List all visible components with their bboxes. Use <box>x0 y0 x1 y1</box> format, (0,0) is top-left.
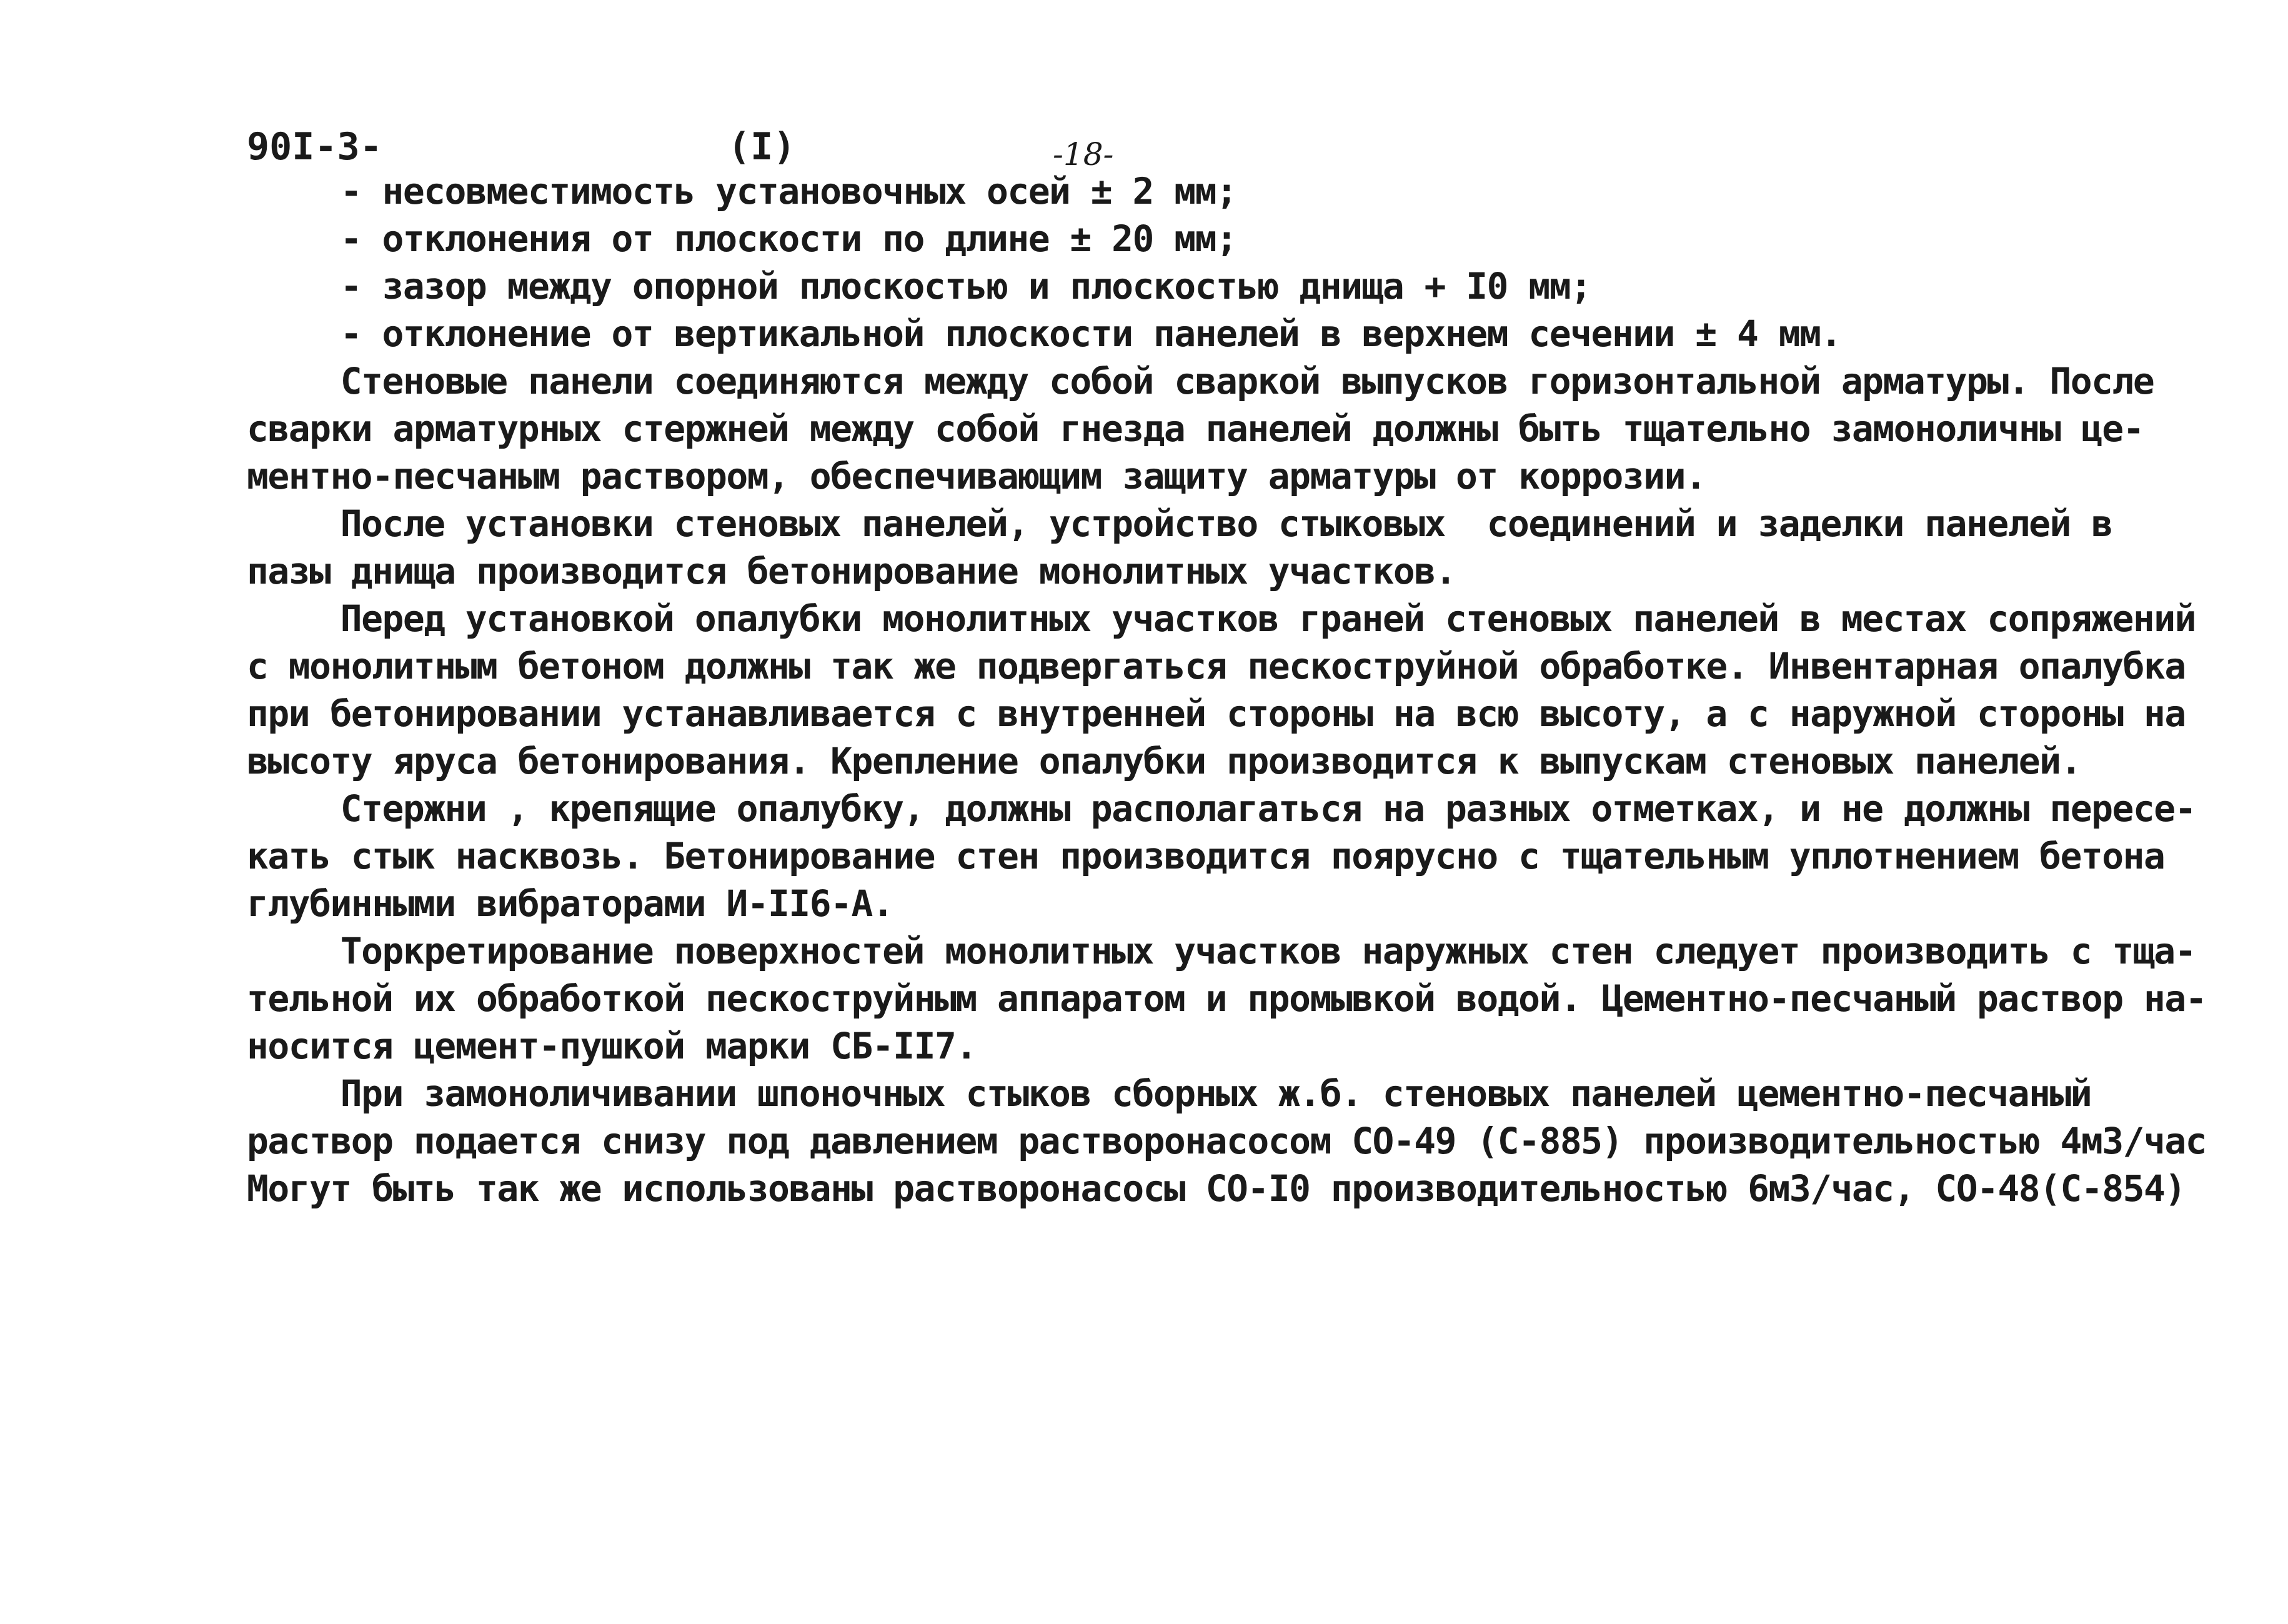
tolerance-item: - отклонение от вертикальной плоскости панелей в верхнем сечении ± 4 мм. <box>340 312 1841 355</box>
paragraph-line: ментно-песчаным раствором, обеспечивающим защиту арматуры от коррозии. <box>247 455 1706 497</box>
tolerance-item: - зазор между опорной плоскостью и плоскостью днища + I0 мм; <box>340 265 1591 307</box>
paragraph-line: Могут быть так же использованы растворонасосы СО-I0 производительностью 6м3/час, СО-48(С-854) <box>247 1167 2186 1210</box>
paragraph-line: раствор подается снизу под давлением растворонасосом СО-49 (С-885) производительностью 4м3/час <box>247 1120 2207 1162</box>
paragraph-line: сварки арматурных стержней между собой гнезда панелей должны быть тщательно замоноличны це- <box>247 407 2144 450</box>
paragraph-line: Стержни , крепящие опалубку, должны располагаться на разных отметках, и не должны пересе- <box>340 787 2196 830</box>
tolerance-item: - отклонения от плоскости по длине ± 20 мм; <box>340 217 1237 260</box>
paragraph-line: носится цемент-пушкой марки СБ-II7. <box>247 1025 977 1067</box>
paragraph-line: Стеновые панели соединяются между собой сваркой выпусков горизонтальной арматуры. После <box>340 360 2154 402</box>
document-code: 90I-3- <box>247 125 382 169</box>
paragraph-line: При замоноличивании шпоночных стыков сборных ж.б. стеновых панелей цементно-песчаный <box>340 1072 2092 1115</box>
paragraph-line: Торкретирование поверхностей монолитных участков наружных стен следует производить с тща- <box>340 930 2196 972</box>
paragraph-line: с монолитным бетоном должны так же подвергаться пескоструйной обработке. Инвентарная опалубка <box>247 645 2186 687</box>
paragraph-line: пазы днища производится бетонирование монолитных участков. <box>247 550 1456 592</box>
paragraph-line: тельной их обработкой пескоструйным аппаратом и промывкой водой. Цементно-песчаный раствор на- <box>247 977 2207 1020</box>
paragraph-line: кать стык насквозь. Бетонирование стен производится поярусно с тщательным уплотнением бетона <box>247 835 2165 877</box>
paragraph-line: Перед установкой опалубки монолитных участков граней стеновых панелей в местах сопряжений <box>340 597 2196 640</box>
body-text <box>247 167 2207 1212</box>
paragraph-line: глубинными вибраторами И-II6-А. <box>247 882 893 925</box>
page-number: -18- <box>1053 136 1114 172</box>
document-part: (I) <box>728 125 796 169</box>
tolerance-item: - несовместимость установочных осей ± 2 мм; <box>340 170 1237 212</box>
paragraph-line: высоту яруса бетонирования. Крепление опалубки производится к выпускам стеновых панелей. <box>247 740 2081 782</box>
paragraph-line: при бетонировании устанавливается с внутренней стороны на всю высоту, а с наружной стороны на <box>247 692 2186 735</box>
paragraph-line: После установки стеновых панелей, устройство стыковых соединений и заделки панелей в <box>340 502 2112 545</box>
page-header <box>247 119 1184 175</box>
